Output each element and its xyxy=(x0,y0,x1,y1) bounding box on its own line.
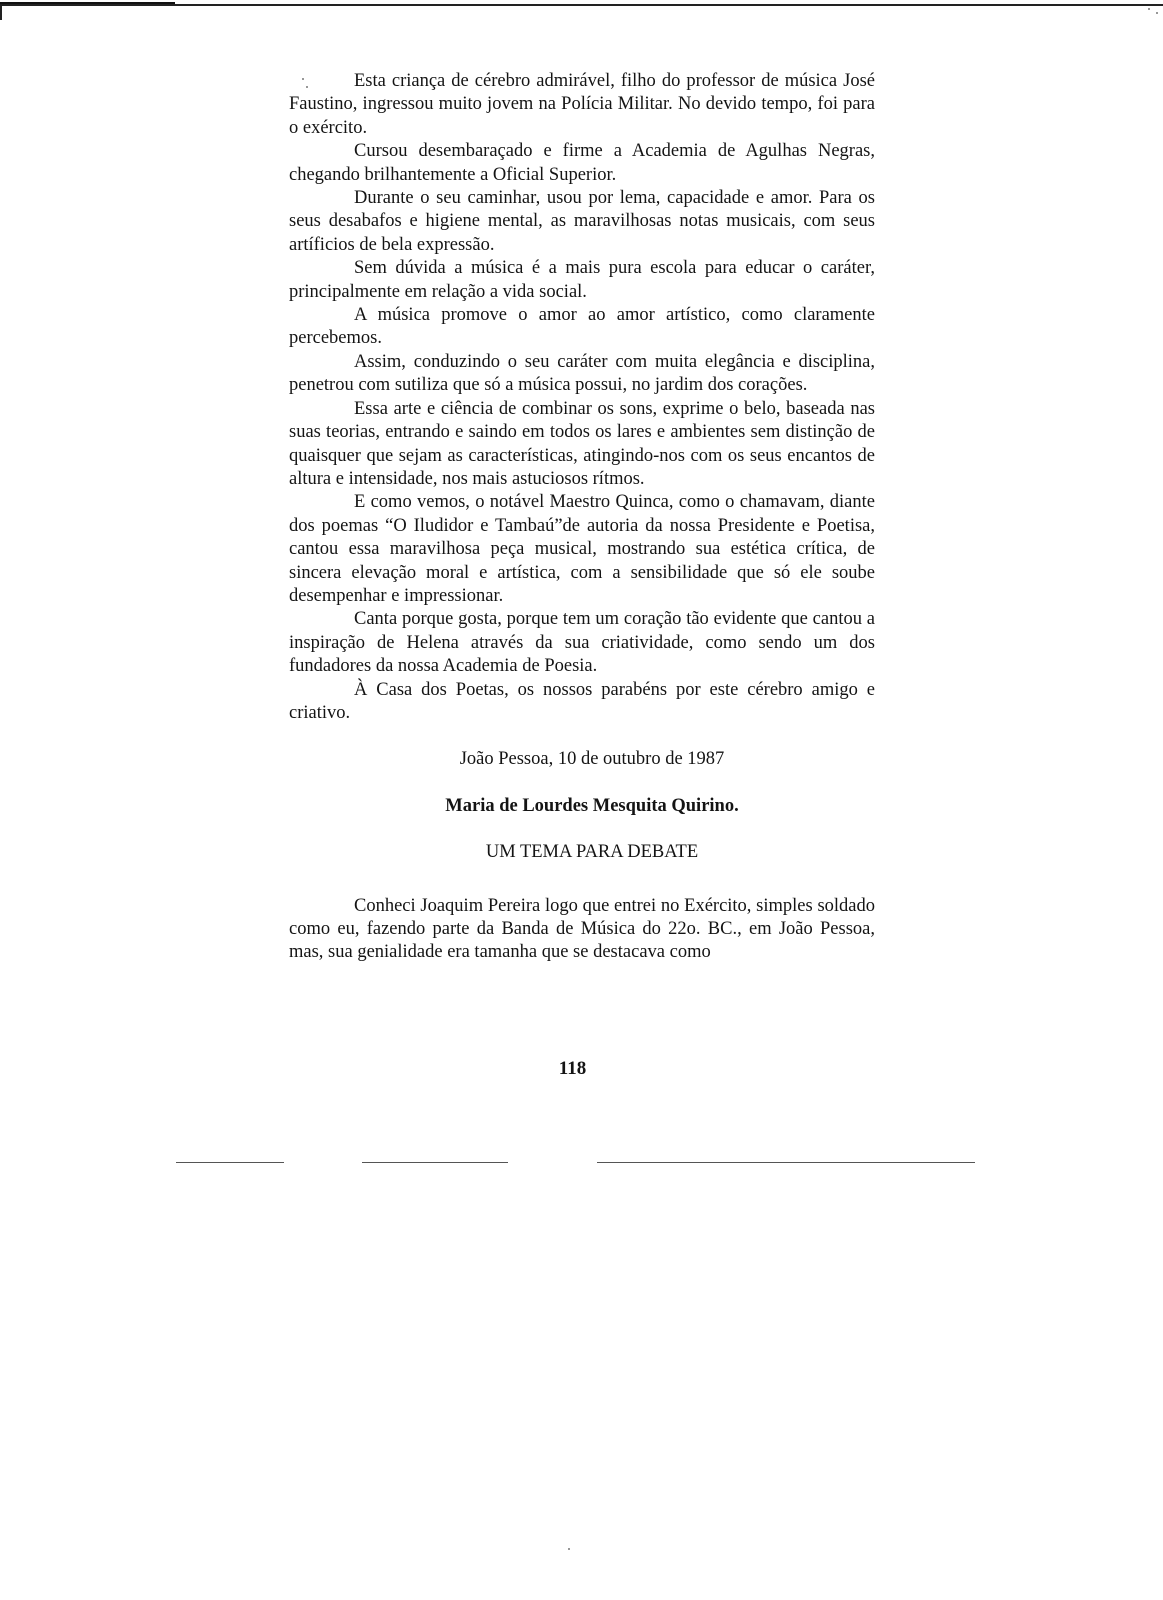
date-line: João Pessoa, 10 de outubro de 1987 xyxy=(459,749,725,770)
scan-speck xyxy=(1156,12,1158,14)
paragraph: E como vemos, o notável Maestro Quinca, como o chamavam, diante dos poemas “O Iludidor e Tambaú”de autoria da nossa Presidente e Poetisa, cantou essa maravilhosa peça musical, mostrando sua estética crítica, de sincera elevação moral e artística, com a sensibilidade que só ele soube desempenhar e impressionar. xyxy=(289,492,875,606)
footer-rule xyxy=(597,1162,975,1163)
paragraph: Durante o seu caminhar, usou por lema, capacidade e amor. Para os seus desabafos e higiene mental, as maravilhosas notas musicais, com seus artíficios de bela expressão. xyxy=(289,188,875,255)
scan-border-top xyxy=(0,4,1163,6)
paragraph: Sem dúvida a música é a mais pura escola para educar o caráter, principalmente em relação a vida social. xyxy=(289,258,875,302)
author-signature: Maria de Lourdes Mesquita Quirino. xyxy=(445,795,739,816)
footer-rule xyxy=(176,1162,284,1163)
scan-speck xyxy=(306,86,308,88)
paragraph: Esta criança de cérebro admirável, filho do professor de música José Faustino, ingressou muito jovem na Polícia Militar. No devido tempo, foi para o exército. xyxy=(289,71,875,138)
paragraph: A música promove o amor ao amor artístico, como claramente percebemos. xyxy=(289,305,875,349)
page-body xyxy=(289,70,875,965)
footer-rule xyxy=(362,1162,508,1163)
section-title: UM TEMA PARA DEBATE xyxy=(485,842,699,863)
page-number xyxy=(0,1058,1163,1080)
scan-border-left xyxy=(0,4,2,20)
paragraph: Conheci Joaquim Pereira logo que entrei no Exército, simples soldado como eu, fazendo parte da Banda de Música do 22o. BC., em João Pessoa, mas, sua genialidade era tamanha que se destacava como xyxy=(289,895,875,963)
page-number-label: 118 xyxy=(558,1058,587,1079)
paragraph: Essa arte e ciência de combinar os sons, exprime o belo, baseada nas suas teorias, entrando e saindo em todos os lares e ambientes sem distinção de quaisquer que sejam as características, atingindo-nos com os seus encantos de altura e intensidade, nos mais astuciosos rítmos. xyxy=(289,398,875,489)
paragraph: Canta porque gosta, porque tem um coração tão evidente que cantou a inspiração de Helena através da sua criatividade, como sendo um dos fundadores da nossa Academia de Poesia. xyxy=(289,609,875,677)
paragraph: Assim, conduzindo o seu caráter com muita elegância e disciplina, penetrou com sutiliza que só a música possui, no jardim dos corações. xyxy=(289,351,875,396)
section-body xyxy=(289,895,875,965)
scan-speck xyxy=(1148,8,1150,10)
scan-speck xyxy=(302,78,304,80)
paragraph: Cursou desembaraçado e firme a Academia de Agulhas Negras, chegando brilhantemente a Oficial Superior. xyxy=(289,141,875,185)
scan-speck xyxy=(568,1548,570,1550)
paragraph: À Casa dos Poetas, os nossos parabéns por este cérebro amigo e criativo. xyxy=(289,679,875,723)
